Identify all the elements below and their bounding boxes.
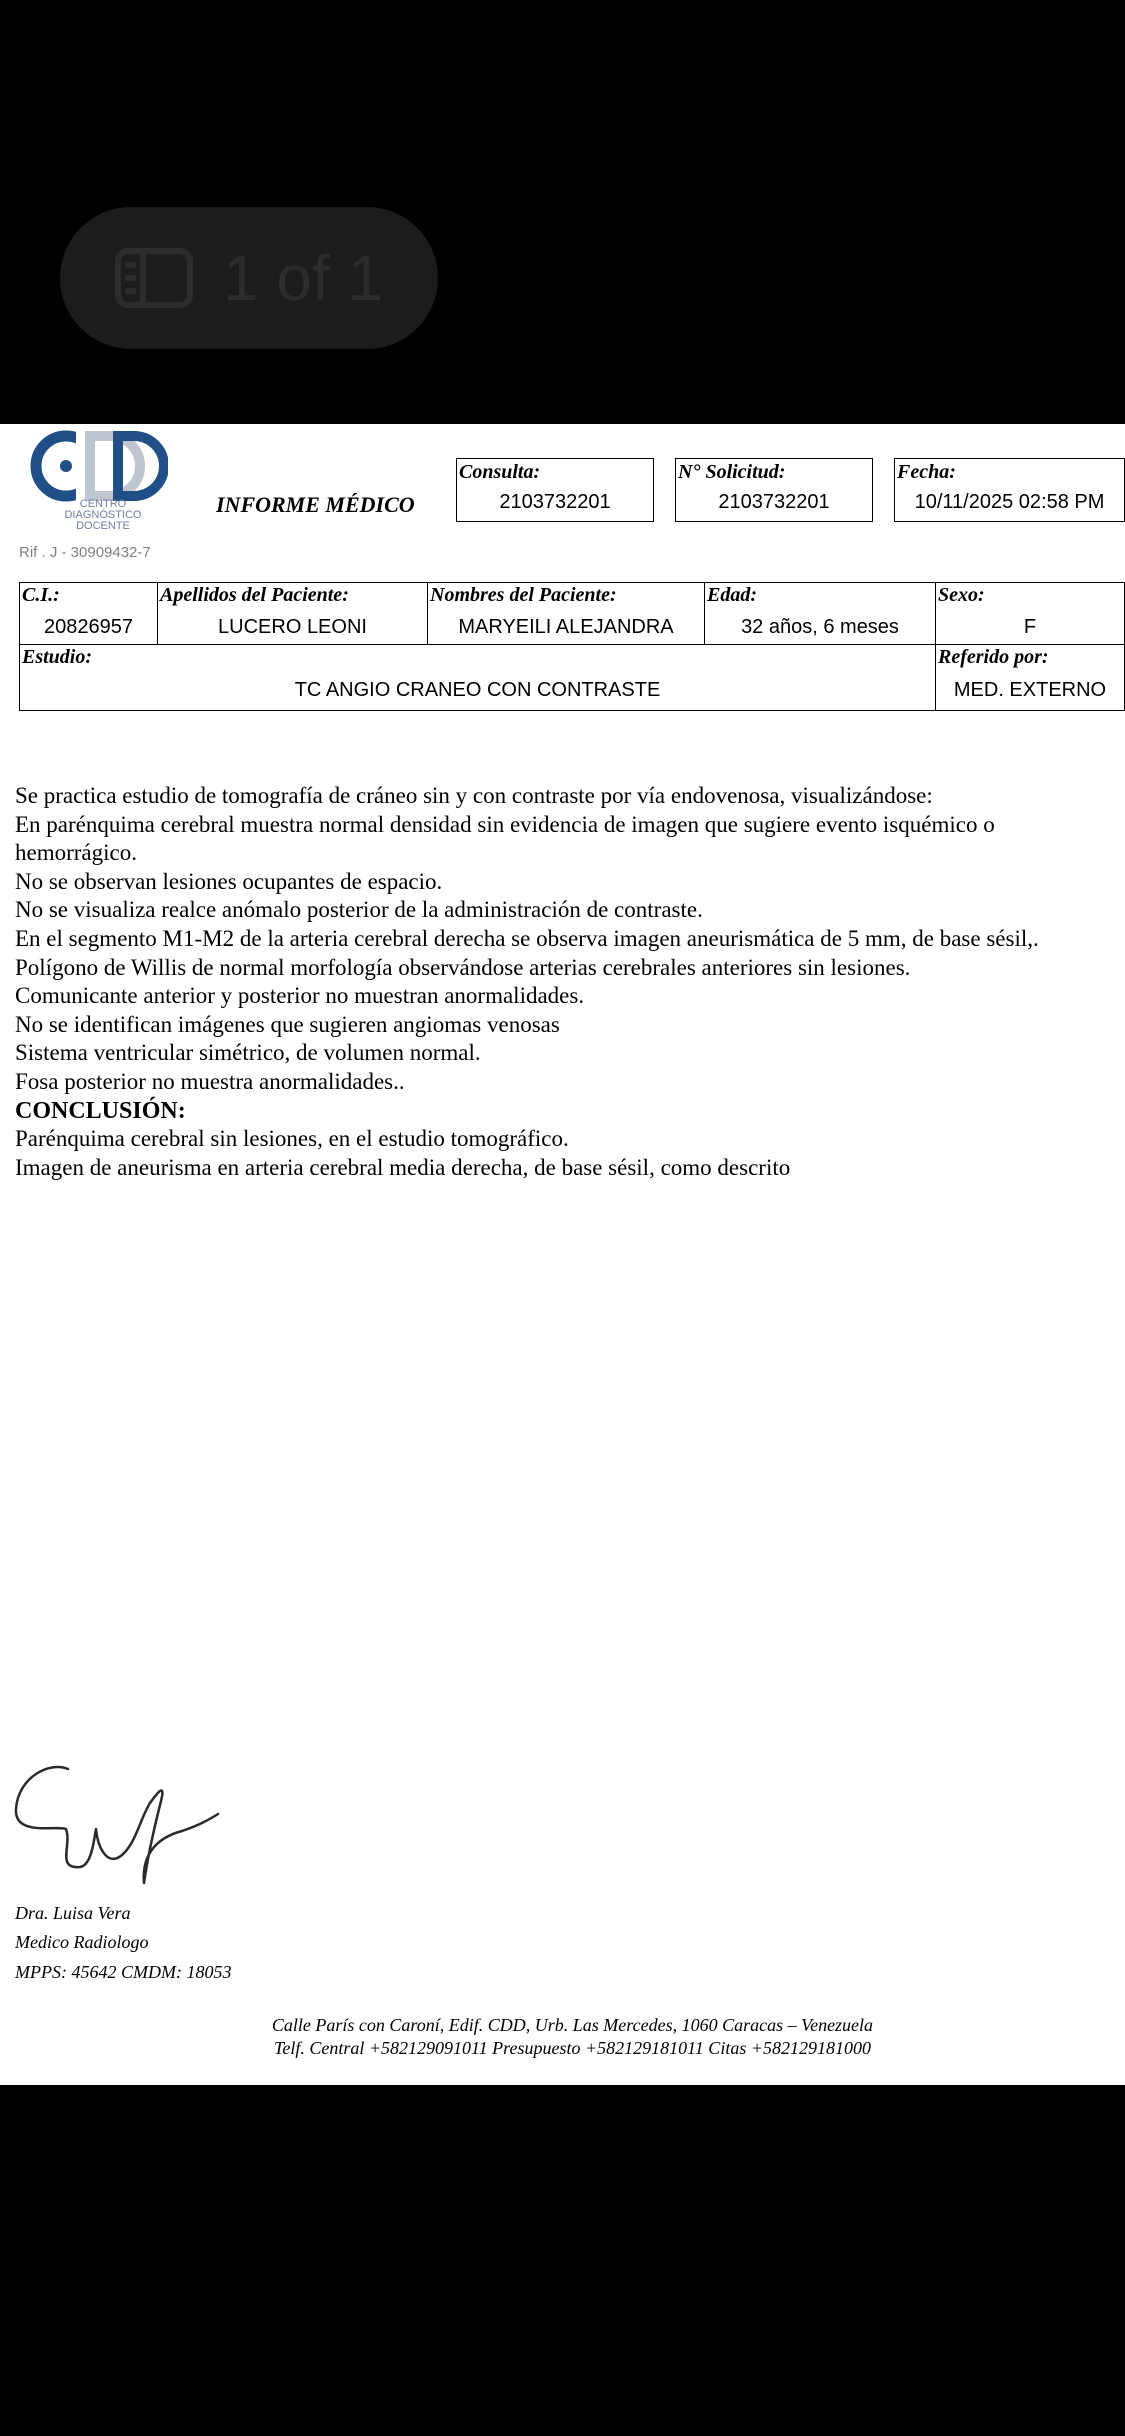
fecha-label: Fecha: [897,461,956,483]
finding-line: En el segmento M1-M2 de la arteria cerebral derecha se observa imagen aneurismática de 5 mm, de base sésil,. [15,925,1039,951]
sexo-value: F [1023,616,1037,638]
doctor-ids: MPPS: 45642 CMDM: 18053 [15,1962,232,1982]
ci-label: C.I.: [22,584,60,606]
nombres-value: MARYEILI ALEJANDRA [458,616,674,638]
edad-label: Edad: [707,584,757,606]
consulta-box [456,458,654,522]
referido-label: Referido por: [938,646,1049,668]
solicitud-value: 2103732201 [718,491,830,513]
finding-line: No se observan lesiones ocupantes de espacio. [15,868,443,894]
cdd-logo [18,428,168,560]
fecha-box [894,458,1125,522]
solicitud-box [675,458,873,522]
sexo-cell [936,583,1124,645]
apellidos-cell [158,583,428,645]
consulta-value: 2103732201 [499,491,611,513]
finding-line: Polígono de Willis de normal morfología observándose arterias cerebrales anteriores sin lesiones. [15,954,911,980]
page-sidebar-icon [115,248,193,308]
sexo-label: Sexo: [938,584,985,606]
edad-value: 32 años, 6 meses [741,616,899,638]
finding-line: Comunicante anterior y posterior no muestran anormalidades. [15,983,585,1009]
page-indicator-pill[interactable] [60,207,438,349]
rif-number: Rif . J - 30909432-7 [19,544,151,561]
edad-cell [705,583,936,645]
ci-value: 20826957 [44,616,133,638]
finding-line: No se identifican imágenes que sugieren angiomas venosas [15,1011,560,1037]
estudio-value: TC ANGIO CRANEO CON CONTRASTE [294,679,661,701]
ci-cell [20,583,158,645]
conclusion-line: Imagen de aneurisma en arteria cerebral media derecha, de base sésil, como descrito [15,1154,791,1180]
consulta-label: Consulta: [459,461,541,483]
page-indicator-text: 1 of 1 [222,242,384,314]
nombres-label: Nombres del Paciente: [430,584,617,606]
finding-line: Sistema ventricular simétrico, de volumen normal. [15,1040,481,1066]
finding-line: En parénquima cerebral muestra normal densidad sin evidencia de imagen que sugiere evento isquémico o hemorrágico. [15,811,995,866]
document-page [0,424,1125,2085]
fecha-value: 10/11/2025 02:58 PM [914,491,1105,513]
apellidos-label: Apellidos del Paciente: [160,584,349,606]
handwritten-signature [10,1759,230,1899]
finding-line: Fosa posterior no muestra anormalidades.. [15,1068,405,1094]
finding-line: No se visualiza realce anómalo posterior de la administración de contraste. [15,897,703,923]
footer-phones: Telf. Central +582129091011 Presupuesto +582129181011 Citas +582129181000 [274,2038,871,2058]
referido-value: MED. EXTERNO [953,679,1107,701]
doctor-name: Dra. Luisa Vera [15,1903,131,1923]
doctor-role: Medico Radiologo [15,1932,149,1952]
logo-caption: CENTRO DIAGNÓSTICO DOCENTE [64,498,142,532]
footer-address: Calle París con Caroní, Edif. CDD, Urb. Las Mercedes, 1060 Caracas – Venezuela [271,2015,874,2035]
finding-line: Se practica estudio de tomografía de cráneo sin y con contraste por vía endovenosa, visualizándose: [15,783,933,808]
referido-cell [936,645,1124,710]
report-body [15,782,1110,1182]
estudio-cell [20,645,936,710]
conclusion-line: Parénquima cerebral sin lesiones, en el estudio tomográfico. [15,1126,569,1152]
solicitud-label: N° Solicitud: [678,461,786,483]
conclusion-heading: CONCLUSIÓN: [15,1097,186,1124]
nombres-cell [428,583,705,645]
document-title: INFORME MÉDICO [216,492,415,517]
estudio-label: Estudio: [22,646,93,668]
apellidos-value: LUCERO LEONI [218,616,367,638]
patient-info-table [19,582,1125,711]
